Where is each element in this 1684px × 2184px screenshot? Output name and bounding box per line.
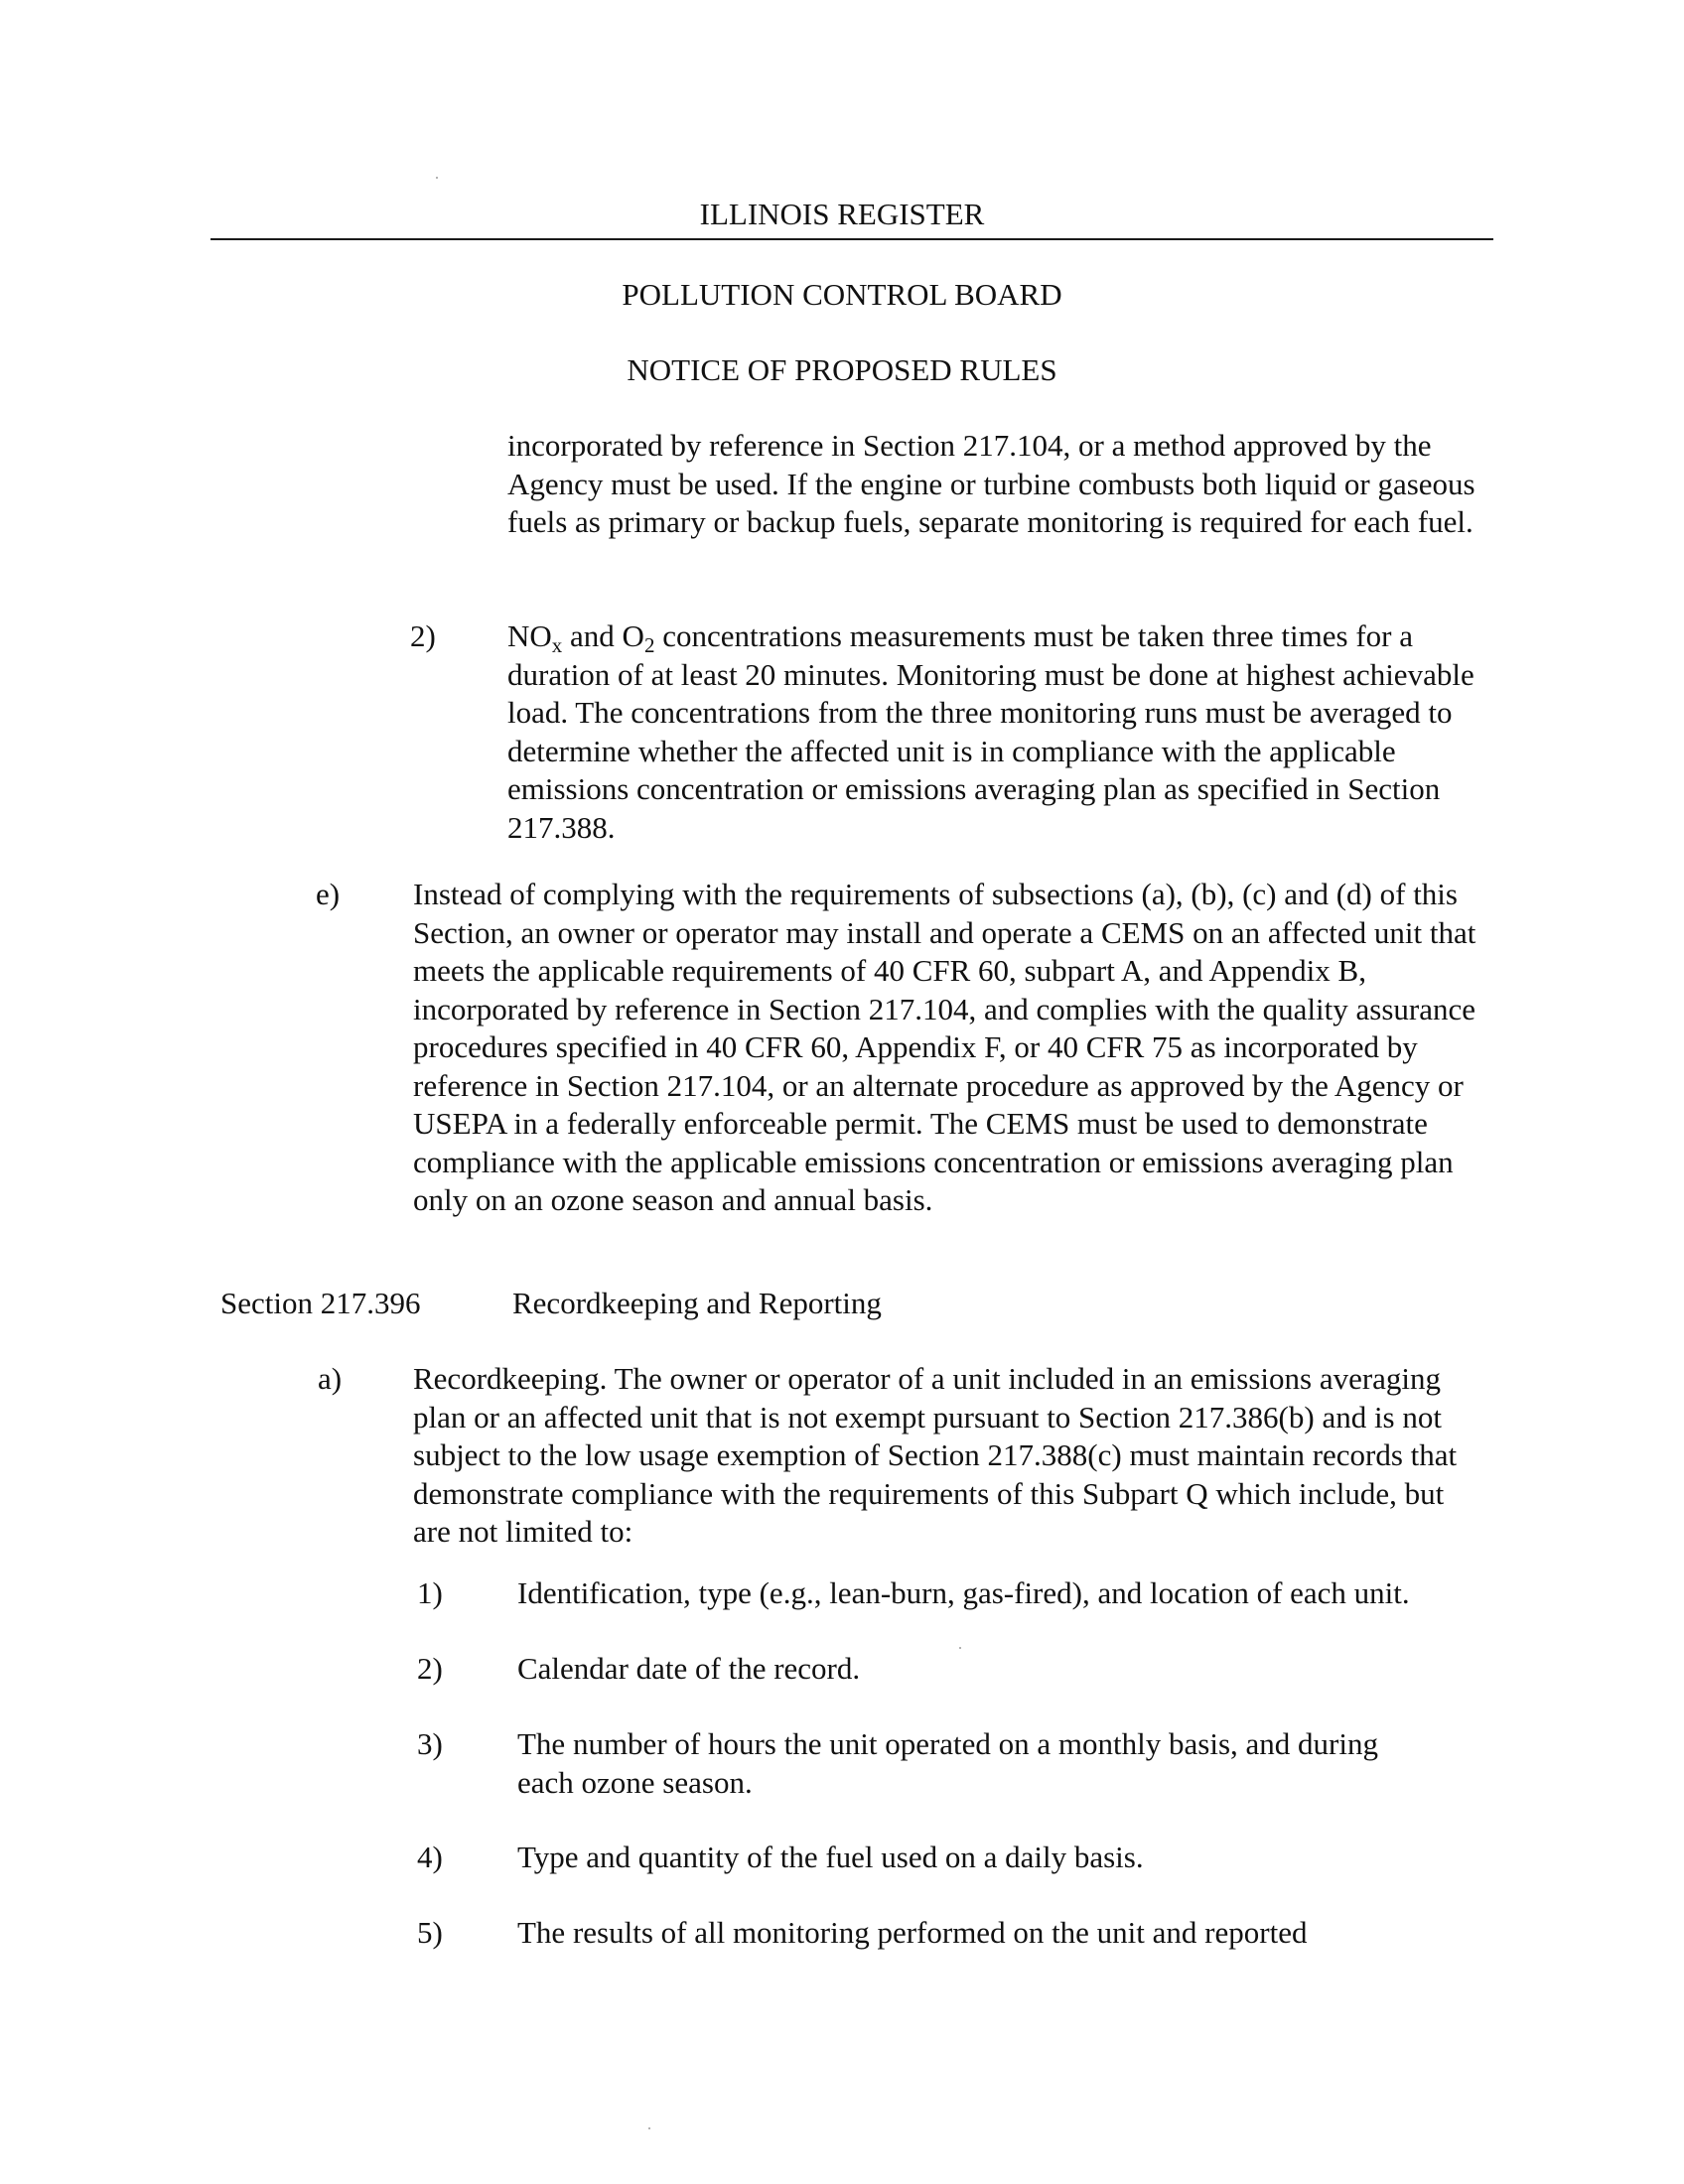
section-title: Recordkeeping and Reporting <box>512 1286 882 1320</box>
nox-subscript: x <box>551 633 563 657</box>
list-item: Calendar date of the record. <box>517 1651 861 1686</box>
monitoring-paragraph <box>507 617 1485 847</box>
and-o2-text: and O <box>562 618 644 653</box>
nox-prefix: NO <box>507 618 552 653</box>
scan-speck <box>648 2127 650 2129</box>
list-item-label: 4) <box>417 1840 443 1874</box>
scan-speck <box>959 1647 961 1649</box>
section-number: Section 217.396 <box>220 1286 421 1320</box>
board-name: POLLUTION CONTROL BOARD <box>622 277 1062 312</box>
recordkeeping-paragraph: Recordkeeping. The owner or operator of a unit included in an emissions averaging plan or an affected unit that is not exempt pursuant to Section 217.386(b) and is not subject to the low usage exemption of Section 217.388(c) must maintain records that demonstrate compliance with the requirements of this Subpart Q which include, but are not limited to: <box>413 1361 1458 1549</box>
list-item-label: 3) <box>417 1726 443 1761</box>
item-label: e) <box>316 877 341 911</box>
cems-paragraph: Instead of complying with the requirements of subsections (a), (b), (c) and (d) of this Section, an owner or operator may install and operate a CEMS on an affected unit that meets the applicable requirements of 40 CFR 60, subpart A, and Appendix B, incorporated by reference in Section 217.104, and complies with the quality assurance procedures specified in 40 CFR 60, Appendix F, or 40 CFR 75 as incorporated by reference in Section 217.104, or an alternate procedure as approved by the Agency or USEPA in a federally enforceable permit. The CEMS must be used to demonstrate compliance with the applicable emissions concentration or emissions averaging plan only on an ozone season and annual basis. <box>413 877 1476 1217</box>
list-item: The results of all monitoring performed on the unit and reported <box>517 1915 1308 1950</box>
o2-subscript: 2 <box>643 633 655 657</box>
continuation-paragraph: incorporated by reference in Section 217.104, or a method approved by the Agency must be used. If the engine or turbine combusts both liquid or gaseous fuels as primary or backup fuels, separate monitoring is required for each fuel. <box>507 428 1475 539</box>
header-rule <box>210 238 1493 240</box>
item-label: a) <box>318 1361 343 1396</box>
scan-speck <box>436 177 438 179</box>
list-item: Type and quantity of the fuel used on a daily basis. <box>517 1840 1144 1874</box>
item-label: 2) <box>410 618 436 653</box>
list-item-label: 2) <box>417 1651 443 1686</box>
notice-title: NOTICE OF PROPOSED RULES <box>627 352 1057 387</box>
register-title: ILLINOIS REGISTER <box>699 197 985 231</box>
list-item-label: 5) <box>417 1915 443 1950</box>
monitoring-text: concentrations measurements must be taken three times for a duration of at least 20 minutes. Monitoring must be done at highest achievable load. The concentrations from the three monitoring runs must be averaged to determine whether the affected unit is in compliance with the applicable emissions concentration or emissions averaging plan as specified in Section 217.388. <box>507 618 1474 845</box>
list-item-label: 1) <box>417 1575 443 1610</box>
list-item: The number of hours the unit operated on a monthly basis, and during each ozone season. <box>517 1726 1378 1800</box>
list-item: Identification, type (e.g., lean-burn, gas-fired), and location of each unit. <box>517 1575 1410 1610</box>
